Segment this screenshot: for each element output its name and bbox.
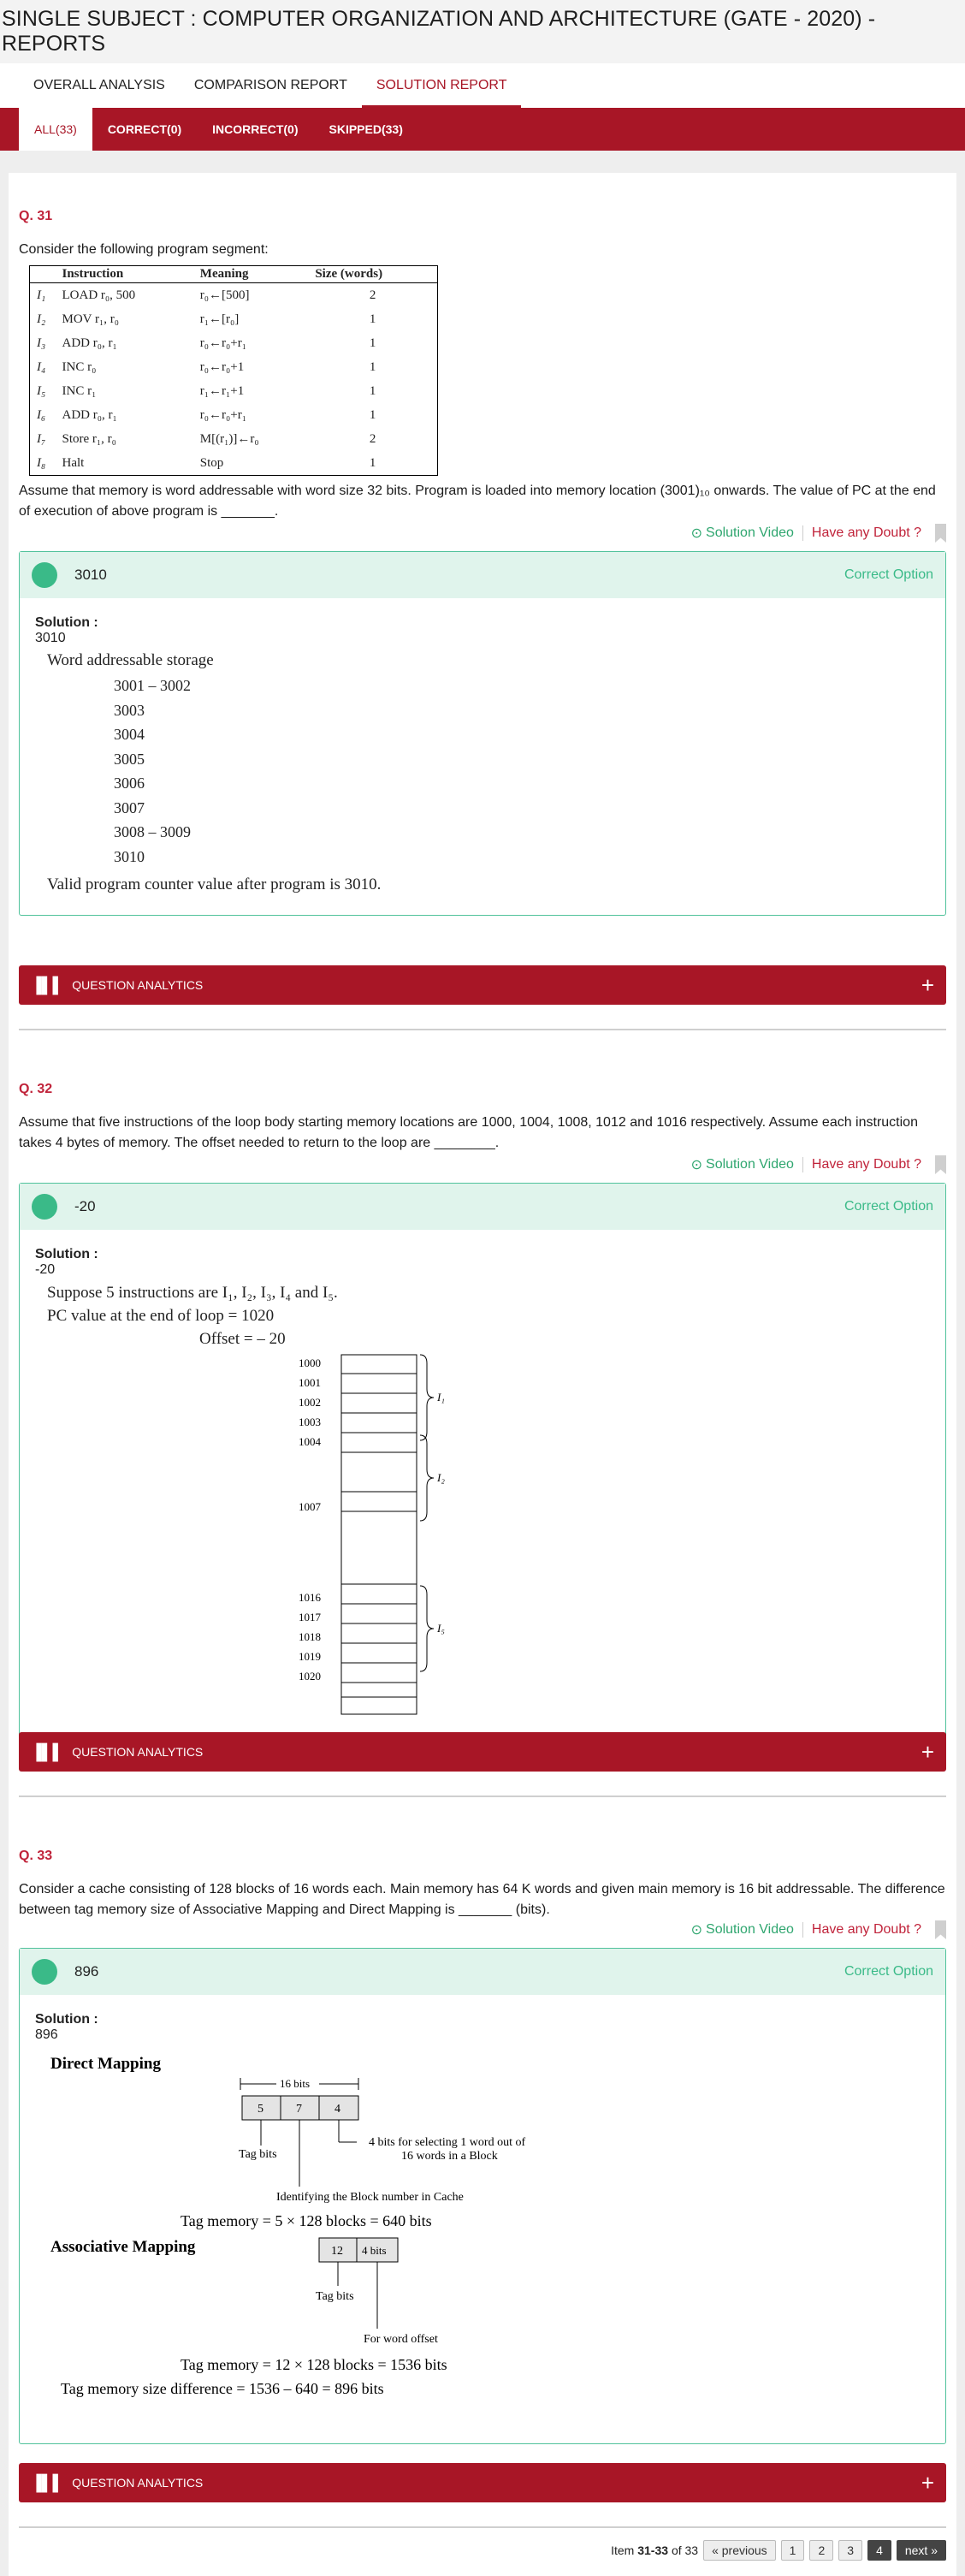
doubt-link[interactable]: Have any Doubt ? bbox=[811, 1922, 921, 1937]
address-label: 1020 bbox=[299, 1670, 321, 1683]
question-number: Q. 33 bbox=[19, 1849, 53, 1863]
correct-indicator-icon bbox=[32, 1194, 57, 1220]
separator bbox=[802, 1922, 803, 1938]
address-label: 1001 bbox=[299, 1376, 321, 1389]
assoc-field-word: 4 bits bbox=[362, 2244, 387, 2257]
table-cell: 2 bbox=[369, 288, 376, 302]
solution-value: 3010 bbox=[35, 631, 66, 645]
separator bbox=[802, 1157, 803, 1172]
word-offset-label: For word offset bbox=[364, 2333, 438, 2346]
solution-value: 896 bbox=[35, 2027, 58, 2042]
solution-video-link[interactable] bbox=[691, 525, 794, 542]
table-row bbox=[30, 283, 438, 308]
doubt-link[interactable]: Have any Doubt ? bbox=[811, 1157, 921, 1172]
question-actions bbox=[19, 1155, 946, 1174]
page-button-1[interactable]: 1 bbox=[781, 2540, 805, 2561]
solution-value: -20 bbox=[35, 1262, 56, 1277]
table-cell: MOV r₁, r₀ bbox=[62, 312, 119, 326]
next-page-button[interactable]: next » bbox=[897, 2540, 946, 2561]
filter-all[interactable]: ALL(33) bbox=[19, 108, 92, 151]
table-cell: 2 bbox=[369, 432, 376, 446]
field-tag: 5 bbox=[258, 2103, 263, 2116]
table-cell: I₄ bbox=[37, 360, 46, 374]
solution-lines bbox=[114, 674, 945, 869]
correct-option-label: Correct Option bbox=[844, 567, 933, 582]
filter-correct[interactable]: CORRECT(0) bbox=[107, 122, 182, 136]
question-analytics-bar[interactable] bbox=[19, 1732, 946, 1772]
table-cell: 1 bbox=[369, 360, 376, 374]
question-text: Assume that five instructions of the loop body starting memory locations are 1000, 1004, 1008, 1012 and 1016 respectively. Assume each instruction takes 4 bytes of memory. The offset needed to return to the loop are ________. bbox=[19, 1115, 918, 1150]
table-cell: I₅ bbox=[37, 384, 46, 398]
solution-line-1: Suppose 5 instructions are I₁, I₂, I₃, I₄ and I₅. bbox=[47, 1284, 338, 1302]
assoc-tag-bits-label: Tag bits bbox=[316, 2290, 354, 2303]
solution-video-link[interactable] bbox=[691, 1156, 794, 1173]
solution-video-link[interactable] bbox=[691, 1921, 794, 1938]
pager-of: of 33 bbox=[671, 2543, 699, 2557]
question-32 bbox=[19, 1082, 946, 1739]
previous-page-button[interactable]: « previous bbox=[703, 2540, 776, 2561]
solution-line: 3007 bbox=[114, 798, 145, 816]
memory-diagram bbox=[170, 1353, 445, 1730]
question-31 bbox=[19, 209, 946, 916]
page-button-2[interactable]: 2 bbox=[809, 2540, 833, 2561]
question-intro: Consider the following program segment: bbox=[19, 242, 269, 257]
brace bbox=[420, 1355, 434, 1440]
correct-option-label: Correct Option bbox=[844, 1199, 933, 1214]
memory-column bbox=[341, 1355, 417, 1714]
table-cell: ADD r₀, r₁ bbox=[62, 408, 117, 422]
brace-label: I₅ bbox=[437, 1622, 445, 1635]
address-label: 1018 bbox=[299, 1630, 321, 1643]
bar-chart-icon: ▐▌▌ bbox=[31, 2473, 64, 2491]
associative-mapping-heading: Associative Mapping bbox=[50, 2238, 196, 2256]
solution-label: Solution : bbox=[35, 1247, 98, 1261]
question-analytics-bar[interactable] bbox=[19, 2463, 946, 2502]
question-number: Q. 31 bbox=[19, 209, 53, 223]
solution-video-label: Solution Video bbox=[706, 1922, 794, 1937]
tag-memory-difference: Tag memory size difference = 1536 – 640 = 896 bits bbox=[61, 2380, 384, 2397]
table-cell: r₀←r₀+1 bbox=[199, 360, 245, 374]
table-cell: I₇ bbox=[37, 432, 46, 446]
table-cell: ADD r₀, r₁ bbox=[62, 336, 117, 350]
brace-label: I₁ bbox=[437, 1391, 445, 1404]
solution-video-label: Solution Video bbox=[706, 1157, 794, 1172]
analytics-label: QUESTION ANALYTICS bbox=[72, 2476, 204, 2490]
pager-pre: Item bbox=[611, 2543, 635, 2557]
table-cell: M[(r₁)]←r₀ bbox=[199, 432, 259, 446]
solution-line: 3006 bbox=[114, 775, 145, 792]
expand-plus-icon[interactable]: + bbox=[921, 2469, 934, 2496]
answer-box bbox=[19, 1948, 946, 2444]
solution-panel bbox=[9, 173, 956, 2576]
address-label: 1004 bbox=[299, 1435, 321, 1448]
address-label: 1002 bbox=[299, 1396, 321, 1409]
table-cell: LOAD r₀, 500 bbox=[62, 288, 136, 302]
question-text: Assume that memory is word addressable with word size 32 bits. Program is loaded into memory location (3001)₁₀ onwards. The value of PC at the end of execution of above program is _______. bbox=[19, 484, 936, 519]
table-row bbox=[30, 427, 438, 451]
table-row bbox=[30, 331, 438, 355]
answer-header bbox=[20, 1184, 945, 1230]
solution-line: 3005 bbox=[114, 750, 145, 768]
solution-line-3: Offset = – 20 bbox=[199, 1330, 286, 1348]
table-cell: INC r₀ bbox=[62, 360, 97, 374]
table-cell: Halt bbox=[62, 456, 85, 470]
table-cell: INC r₁ bbox=[62, 384, 97, 398]
solution-label: Solution : bbox=[35, 615, 98, 630]
table-header: Size (words) bbox=[308, 266, 437, 283]
address-label: 1016 bbox=[299, 1591, 321, 1604]
answer-value: 3010 bbox=[74, 567, 107, 583]
table-cell: 1 bbox=[369, 456, 376, 470]
bookmark-icon[interactable] bbox=[935, 1920, 946, 1939]
brace bbox=[420, 1586, 434, 1671]
doubt-link[interactable]: Have any Doubt ? bbox=[811, 525, 921, 540]
table-cell: I₃ bbox=[37, 336, 46, 350]
table-row bbox=[30, 451, 438, 476]
bits-label: 16 bits bbox=[280, 2077, 311, 2090]
question-analytics-bar[interactable] bbox=[19, 965, 946, 1005]
block-id-label: Identifying the Block number in Cache bbox=[276, 2191, 464, 2204]
question-actions bbox=[19, 1920, 946, 1939]
pagination-info bbox=[611, 2543, 698, 2557]
table-cell: I₆ bbox=[37, 408, 46, 422]
filter-skipped[interactable]: SKIPPED(33) bbox=[329, 122, 403, 136]
table-cell: 1 bbox=[369, 336, 376, 350]
filter-bar bbox=[0, 108, 965, 151]
expand-plus-icon[interactable]: + bbox=[921, 1738, 934, 1765]
play-icon: ⊙ bbox=[690, 1923, 703, 1938]
analytics-label: QUESTION ANALYTICS bbox=[72, 978, 204, 992]
pager-range: 31-33 bbox=[637, 2543, 669, 2557]
tab-overall-analysis[interactable]: OVERALL ANALYSIS bbox=[33, 78, 165, 92]
divider bbox=[19, 2526, 946, 2528]
report-tabs bbox=[0, 63, 965, 108]
address-label: 1017 bbox=[299, 1611, 321, 1623]
address-label: 1019 bbox=[299, 1650, 321, 1663]
bar-chart-icon: ▐▌▌ bbox=[31, 976, 64, 994]
solution-line: 3004 bbox=[114, 726, 145, 743]
table-cell: Store r₁, r₀ bbox=[62, 432, 116, 446]
answer-box bbox=[19, 551, 946, 916]
solution-line: 3001 – 3002 bbox=[114, 677, 191, 694]
table-row bbox=[30, 403, 438, 427]
correct-option-label: Correct Option bbox=[844, 1964, 933, 1979]
address-label: 1007 bbox=[299, 1500, 321, 1513]
answer-header bbox=[20, 1949, 945, 1995]
play-icon: ⊙ bbox=[690, 526, 703, 541]
bookmark-icon[interactable] bbox=[935, 1155, 946, 1174]
field-word: 4 bbox=[334, 2103, 340, 2116]
assoc-tag-memory: Tag memory = 12 × 128 blocks = 1536 bits bbox=[181, 2356, 447, 2373]
solution-line: 3008 – 3009 bbox=[114, 823, 191, 840]
solution-video-label: Solution Video bbox=[706, 525, 794, 540]
question-33 bbox=[19, 1849, 946, 2444]
assoc-field-tag: 12 bbox=[331, 2245, 343, 2258]
tab-comparison-report[interactable]: COMPARISON REPORT bbox=[193, 78, 347, 92]
bookmark-icon[interactable] bbox=[935, 524, 946, 543]
program-table bbox=[29, 265, 438, 476]
answer-value: -20 bbox=[74, 1198, 96, 1214]
word-select-label-2: 16 words in a Block bbox=[401, 2150, 498, 2163]
table-cell: r₁←r₁+1 bbox=[199, 384, 245, 398]
table-cell: I₂ bbox=[37, 312, 46, 326]
direct-mapping-heading: Direct Mapping bbox=[50, 2055, 161, 2073]
table-cell: r₀←r₀+r₁ bbox=[199, 408, 246, 422]
table-cell: I₈ bbox=[37, 456, 46, 470]
filter-incorrect[interactable]: INCORRECT(0) bbox=[212, 122, 299, 136]
correct-indicator-icon bbox=[32, 562, 57, 588]
divider bbox=[19, 1029, 946, 1030]
direct-tag-memory: Tag memory = 5 × 128 blocks = 640 bits bbox=[181, 2212, 432, 2229]
table-cell: Stop bbox=[199, 456, 224, 470]
correct-indicator-icon bbox=[32, 1959, 57, 1985]
table-cell: 1 bbox=[369, 312, 376, 326]
table-row bbox=[30, 379, 438, 403]
table-cell: 1 bbox=[369, 384, 376, 398]
page-button-4[interactable]: 4 bbox=[867, 2540, 891, 2561]
question-number: Q. 32 bbox=[19, 1082, 53, 1096]
table-cell: r₀←[500] bbox=[199, 288, 250, 302]
word-select-label: 4 bits for selecting 1 word out of bbox=[369, 2136, 526, 2149]
question-text: Consider a cache consisting of 128 blocks of 16 words each. Main memory has 64 K words and given main memory is 16 bit addressable. The difference between tag memory size of Associative Mapping and Direct Mapping is _______ (bits). bbox=[19, 1882, 945, 1917]
tag-bits-label: Tag bits bbox=[239, 2148, 277, 2161]
page-button-3[interactable]: 3 bbox=[838, 2540, 862, 2561]
answer-header bbox=[20, 552, 945, 598]
divider bbox=[19, 1795, 946, 1797]
solution-label: Solution : bbox=[35, 2012, 98, 2027]
solution-line-2: PC value at the end of loop = 1020 bbox=[47, 1307, 275, 1325]
brace-label: I₂ bbox=[437, 1471, 445, 1484]
address-label: 1000 bbox=[299, 1356, 321, 1369]
table-row bbox=[30, 355, 438, 379]
field-block: 7 bbox=[296, 2103, 302, 2116]
table-cell: r₁←[r₀] bbox=[199, 312, 240, 326]
address-label: 1003 bbox=[299, 1416, 321, 1428]
analytics-label: QUESTION ANALYTICS bbox=[72, 1745, 204, 1759]
separator bbox=[802, 525, 803, 541]
expand-plus-icon[interactable]: + bbox=[921, 971, 934, 998]
solution-line: 3010 bbox=[114, 847, 145, 865]
table-cell: I₁ bbox=[37, 288, 46, 302]
mapping-diagram bbox=[20, 2050, 927, 2443]
table-row bbox=[30, 307, 438, 331]
pagination bbox=[611, 2540, 946, 2561]
table-cell: r₀←r₀+r₁ bbox=[199, 336, 246, 350]
table-header: Meaning bbox=[193, 266, 309, 283]
brace bbox=[420, 1435, 434, 1521]
play-icon: ⊙ bbox=[690, 1158, 703, 1172]
answer-box bbox=[19, 1183, 946, 1739]
table-header: Instruction bbox=[56, 266, 193, 283]
table-cell: 1 bbox=[369, 408, 376, 422]
solution-line: 3003 bbox=[114, 701, 145, 719]
page-title: SINGLE SUBJECT : COMPUTER ORGANIZATION AND ARCHITECTURE (GATE - 2020) - REPORTS bbox=[0, 0, 965, 63]
solution-heading: Word addressable storage bbox=[47, 651, 214, 669]
solution-footer: Valid program counter value after program is 3010. bbox=[47, 875, 382, 893]
answer-value: 896 bbox=[74, 1963, 99, 1979]
bar-chart-icon: ▐▌▌ bbox=[31, 1742, 64, 1760]
tab-solution-report[interactable]: SOLUTION REPORT bbox=[362, 63, 522, 108]
question-actions bbox=[19, 524, 946, 543]
